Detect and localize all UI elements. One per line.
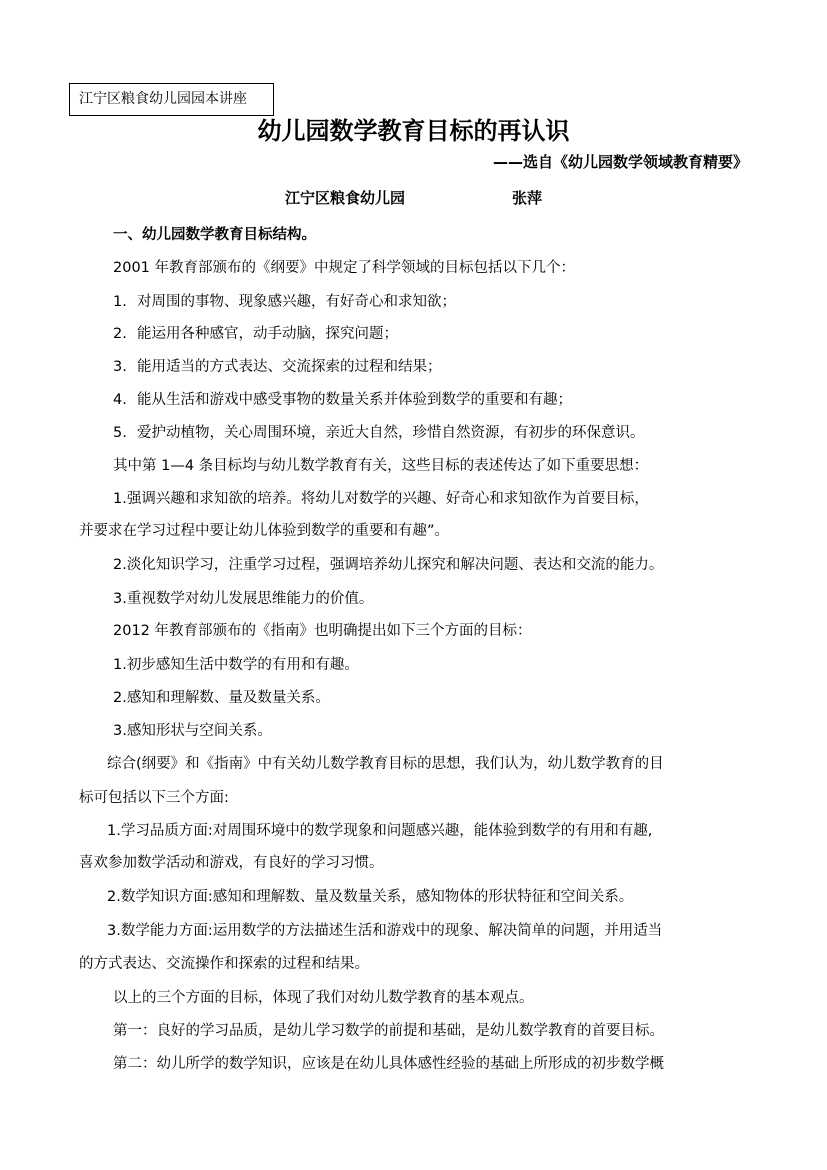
goal-item <box>113 322 398 346</box>
goal-text: 能运用各种感官，动手动脑，探究问题； <box>137 326 398 342</box>
goal-item <box>113 421 645 445</box>
thought-1-line-2: 并要求在学习过程中要让幼儿体验到数学的重要和有趣”。 <box>79 523 450 539</box>
goal-item <box>113 290 456 314</box>
lecture-tag-text: 江宁区粮食幼儿园园本讲座 <box>79 91 247 107</box>
guide-goal-1: 1.初步感知生活中数学的有用和有趣。 <box>113 657 359 673</box>
summary-line-2: 标可包括以下三个方面: <box>79 790 229 806</box>
paragraph-intro-2012: 2012 年教育部颁布的《指南》也明确提出如下三个方面的目标： <box>113 623 532 639</box>
goal-text: 对周围的事物、现象感兴趣，有好奇心和求知欲； <box>137 294 456 310</box>
thought-3: 3.重视数学对幼儿发展思维能力的价值。 <box>113 591 374 607</box>
document-subtitle: ——选自《幼儿园数学领域教育精要》 <box>492 153 748 171</box>
goal-number: 5. <box>113 425 127 441</box>
document-title: 幼儿园数学教育目标的再认识 <box>257 116 570 145</box>
view-2: 第二：幼儿所学的数学知识，应该是在幼儿具体感性经验的基础上所形成的初步数学概 <box>113 1056 664 1072</box>
guide-goal-2: 2.感知和理解数、量及数量关系。 <box>113 690 330 706</box>
paragraph-views-intro: 以上的三个方面的目标，体现了我们对幼儿数学教育的基本观点。 <box>113 990 534 1006</box>
goal-number: 3. <box>113 359 127 375</box>
goal-text: 能用适当的方式表达、交流探索的过程和结果； <box>137 359 442 375</box>
byline-organization: 江宁区粮食幼儿园 <box>285 189 406 207</box>
aspect-1-line-1: 1.学习品质方面:对周围环境中的数学现象和问题感兴趣，能体验到数学的有用和有趣, <box>107 823 653 839</box>
thought-1-line-1: 1.强调兴趣和求知欲的培养。将幼儿对数学的兴趣、好奇心和求知欲作为首要目标， <box>113 491 649 507</box>
aspect-1-line-2: 喜欢参加数学活动和游戏，有良好的学习习惯。 <box>79 855 384 871</box>
goal-number: 1. <box>113 294 127 310</box>
goal-item <box>113 355 442 379</box>
thought-2: 2.淡化知识学习，注重学习过程，强调培养幼儿探究和解决问题、表达和交流的能力。 <box>113 557 664 573</box>
guide-goal-3: 3.感知形状与空间关系。 <box>113 723 272 739</box>
goal-text: 爱护动植物，关心周围环境，亲近大自然，珍惜自然资源，有初步的环保意识。 <box>137 425 645 441</box>
goal-number: 4. <box>113 392 127 408</box>
goal-number: 2. <box>113 326 127 342</box>
paragraph-thoughts-intro: 其中第 1—4 条目标均与幼儿数学教育有关，这些目标的表述传达了如下重要思想： <box>113 458 649 474</box>
summary-line-1: 综合(纲要》和《指南》中有关幼儿数学教育目标的思想，我们认为，幼儿数学教育的目 <box>107 756 664 772</box>
aspect-2: 2.数学知识方面:感知和理解数、量及数量关系，感知物体的形状特征和空间关系。 <box>107 889 634 905</box>
section-heading: 一、幼儿园数学教育目标结构。 <box>113 227 316 243</box>
lecture-tag-box <box>69 83 274 116</box>
paragraph-intro-2001: 2001 年教育部颁布的《纲要》中规定了科学领域的目标包括以下几个： <box>113 260 576 276</box>
aspect-3-line-1: 3.数学能力方面:运用数学的方法描述生活和游戏中的现象、解决简单的问题，并用适当 <box>107 923 663 939</box>
goal-text: 能从生活和游戏中感受事物的数量关系并体验到数学的重要和有趣； <box>137 392 572 408</box>
view-1: 第一：良好的学习品质，是幼儿学习数学的前提和基础，是幼儿数学教育的首要目标。 <box>113 1023 664 1039</box>
goal-item <box>113 388 572 412</box>
byline-author: 张萍 <box>512 189 543 207</box>
aspect-3-line-2: 的方式表达、交流操作和探索的过程和结果。 <box>79 956 369 972</box>
